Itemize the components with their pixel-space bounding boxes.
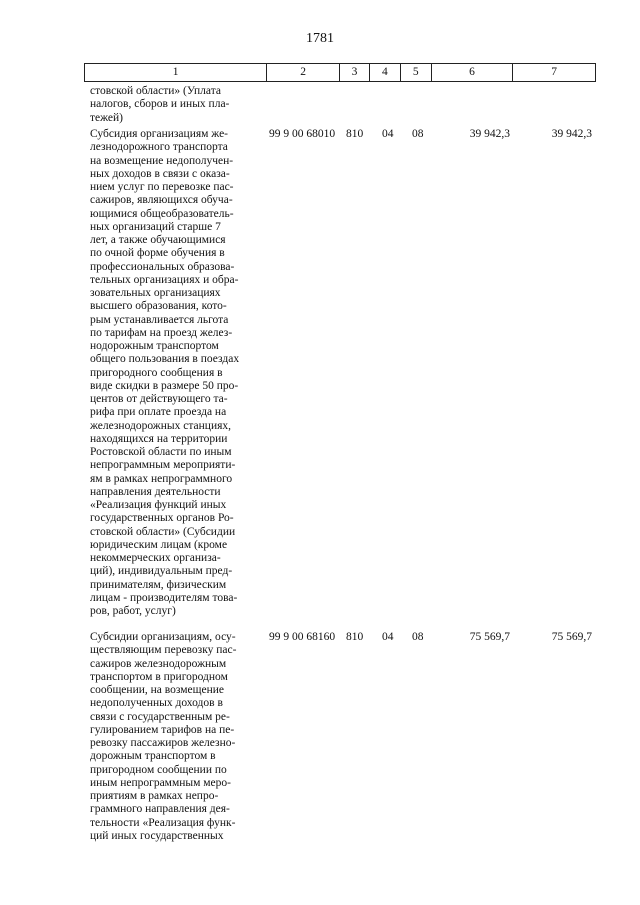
- description-line: ющимися общеобразователь-: [90, 207, 234, 220]
- section-code: 04: [382, 631, 394, 643]
- description-line: высшего образования, кото-: [90, 300, 227, 313]
- description-line: центов от действующего та-: [90, 393, 228, 405]
- description-line: зовательных организациях: [90, 287, 221, 299]
- column-header-1: 1: [85, 64, 267, 81]
- column-header-4: 4: [370, 64, 401, 81]
- amount-column-7: 75 569,7: [551, 631, 592, 643]
- description-line: иным непрограммным меро-: [90, 776, 231, 789]
- description-line: приятиям в рамках непро-: [90, 790, 219, 802]
- description-line: тельных организациях и обра-: [90, 273, 239, 286]
- row-description: [90, 128, 266, 618]
- description-line: ций иных государственных: [90, 829, 224, 842]
- amount-column-7: 39 942,3: [551, 128, 592, 140]
- description-line: ных организаций старше 7: [90, 220, 221, 233]
- description-line: юридическим лицам (кроме: [90, 538, 228, 551]
- description-line: профессиональных образова-: [90, 260, 235, 273]
- description-line: сажиров, являющихся обуча-: [90, 194, 233, 207]
- description-line: непрограммным мероприяти-: [90, 459, 236, 472]
- description-line: тельности «Реализация функ-: [90, 816, 236, 829]
- description-line: гулированием тарифов на пе-: [90, 723, 235, 736]
- description-line: связи с государственным ре-: [90, 710, 230, 723]
- description-line: ществляющим перевозку пас-: [90, 644, 237, 657]
- description-line: граммного направления дея-: [90, 803, 230, 816]
- amount-column-6: 39 942,3: [469, 128, 510, 140]
- amount-column-6: 75 569,7: [469, 631, 510, 643]
- description-line: лезнодорожного транспорта: [90, 141, 228, 154]
- description-line: пригородного сообщения в: [90, 366, 223, 379]
- description-line: нием услуг по перевозке пас-: [90, 181, 234, 193]
- description-line: рифа при оплате проезда на: [90, 406, 227, 419]
- column-header-5: 5: [401, 64, 432, 81]
- description-line: находящихся на территории: [90, 432, 228, 445]
- description-line: по очной форме обучения в: [90, 247, 225, 260]
- description-line: государственных органов Ро-: [90, 512, 234, 525]
- description-line: стовской области» (Субсидии: [90, 525, 236, 538]
- description-line: железнодорожных станциях,: [90, 419, 232, 432]
- description-line: недополученных доходов в: [90, 697, 223, 710]
- row-description: [90, 631, 266, 843]
- description-line: нодорожным транспортом: [90, 340, 219, 352]
- column-header-6: 6: [432, 64, 514, 81]
- description-line: ров, работ, услуг): [90, 605, 176, 617]
- description-line: по тарифам на проезд желез-: [90, 326, 233, 339]
- description-line: пригородном сообщении по: [90, 763, 227, 776]
- description-line: рым устанавливается льгота: [90, 313, 229, 326]
- target-article-code: 99 9 00 68010: [269, 128, 336, 140]
- description-line: транспортом в пригородном: [90, 670, 228, 683]
- description-line: дорожным транспортом в: [90, 750, 216, 763]
- expense-type-code: 810: [346, 631, 364, 643]
- description-line: лицам - производителям това-: [90, 591, 238, 604]
- description-line: сажиров железнодорожным: [90, 657, 227, 670]
- description-line: лет, а также обучающимися: [90, 234, 226, 246]
- target-article-code: 99 9 00 68160: [269, 631, 336, 643]
- subsection-code: 08: [412, 128, 424, 140]
- description-line: виде скидки в размере 50 про-: [90, 379, 239, 392]
- description-line: налогов, сборов и иных пла-: [90, 98, 230, 111]
- description-line: ям в рамках непрограммного: [90, 472, 233, 485]
- subsection-code: 08: [412, 631, 424, 643]
- expense-type-code: 810: [346, 128, 364, 140]
- description-line: Субсидии организациям, осу-: [90, 631, 236, 643]
- description-line: ревозку пассажиров железно-: [90, 737, 236, 749]
- description-line: принимателям, физическим: [90, 578, 227, 591]
- description-line: общего пользования в поездах: [90, 353, 240, 366]
- row-description: [90, 85, 266, 125]
- description-line: направления деятельности: [90, 485, 221, 498]
- description-line: ных доходов в связи с оказа-: [90, 167, 230, 180]
- column-header-2: 2: [267, 64, 340, 81]
- section-code: 04: [382, 128, 394, 140]
- page-number: 1781: [306, 31, 334, 46]
- column-header-7: 7: [551, 66, 558, 78]
- description-line: Ростовской области по иным: [90, 446, 232, 458]
- description-line: некоммерческих организа-: [90, 552, 221, 564]
- table-header: [84, 63, 596, 82]
- description-line: Субсидия организациям же-: [90, 128, 229, 140]
- column-header-3: 3: [340, 64, 370, 81]
- description-line: стовской области» (Уплата: [90, 85, 221, 97]
- description-line: «Реализация функций иных: [90, 499, 227, 511]
- description-line: тежей): [90, 111, 124, 124]
- description-line: ций), индивидуальным пред-: [90, 565, 233, 578]
- description-line: на возмещение недополучен-: [90, 154, 234, 167]
- description-line: сообщении, на возмещение: [90, 684, 224, 696]
